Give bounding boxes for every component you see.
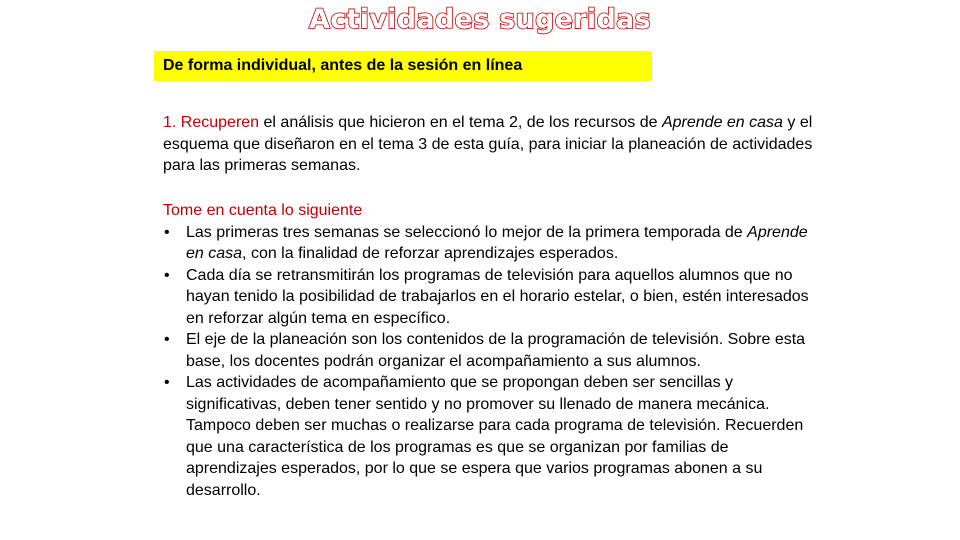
activity-verb: Recuperen <box>180 114 260 131</box>
bullet-text: Las actividades de acompañamiento que se propongan deben ser sencillas y significativas, deben tener sentido y no promover su llenado de manera mecánica. Tampoco deben ser muchas o realizarse para cada programa de televisión. Recuerden que una característica de los programas es que se organizan por familias de aprendizajes esperados, por lo que se espera que varios programas abonen a su desarrollo. <box>186 374 804 499</box>
list-item <box>163 329 813 372</box>
slide-title: Actividades sugeridas <box>309 4 651 35</box>
bullet-marker: • <box>164 266 170 284</box>
activity-text-1: el análisis que hicieron en el tema 2, de los recursos de <box>259 114 662 131</box>
bullet-marker: • <box>164 374 170 391</box>
bullet-text: Cada día se retransmitirán los programas de televisión para aquellos alumnos que no hayan tenido la posibilidad de trabajarlos en el horario estelar, o bien, estén interesados en reforzar algún tema en específico. <box>186 266 809 327</box>
section-banner: De forma individual, antes de la sesión en línea <box>154 51 652 81</box>
bullet-resource-name: Aprende en casa <box>186 223 808 262</box>
bullet-text: Las primeras tres semanas se seleccionó lo mejor de la primera temporada de <box>186 223 748 241</box>
bullet-text-end: , con la finalidad de reforzar aprendizajes esperados. <box>242 245 619 262</box>
bullet-marker: • <box>164 223 170 241</box>
activity-text-2: y el esquema que diseñaron en el tema 3 de esta guía, para iniciar la planeación de actividades para las primeras semanas. <box>163 114 813 174</box>
considerations-block <box>163 200 813 501</box>
activity-resource-name: Aprende en casa <box>661 114 783 131</box>
list-item <box>163 222 813 265</box>
considerations-heading: Tome en cuenta lo siguiente <box>163 202 363 219</box>
bullet-text: El eje de la planeación son los contenidos de la programación de televisión. Sobre esta base, los docentes podrán organizar el acompañamiento a sus alumnos. <box>186 331 806 370</box>
list-item <box>163 265 813 330</box>
considerations-list <box>163 222 813 502</box>
list-item <box>163 372 813 501</box>
bullet-marker: • <box>164 331 170 348</box>
activity-number: 1. <box>163 114 181 131</box>
activity-paragraph <box>163 112 813 177</box>
